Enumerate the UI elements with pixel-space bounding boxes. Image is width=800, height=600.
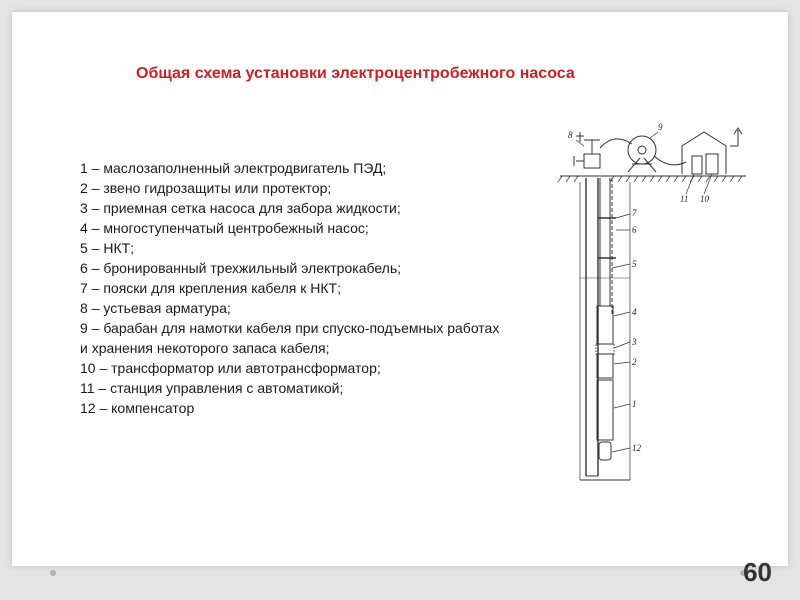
label-3: 3: [632, 337, 637, 347]
slide: [12, 12, 788, 566]
control-station: [692, 156, 702, 174]
legend-item: 11 – станция управления с автоматикой;: [80, 380, 344, 396]
legend-item: 7 – пояски для крепления кабеля к НКТ;: [80, 280, 341, 296]
label-11: 11: [680, 194, 689, 204]
legend-item: 12 – компенсатор: [80, 400, 195, 416]
label-2: 2: [632, 357, 637, 367]
page-number: 60: [743, 557, 772, 587]
pump: [597, 306, 613, 344]
label-1: 1: [632, 399, 637, 409]
legend-item: 3 – приемная сетка насоса для забора жидкости;: [80, 200, 401, 216]
esp-scheme-diagram: [554, 118, 752, 504]
label-4: 4: [632, 307, 637, 317]
label-9: 9: [658, 122, 663, 132]
transformer: [706, 154, 718, 174]
label-8: 8: [568, 130, 573, 140]
motor: [597, 380, 613, 440]
wellhead: [584, 154, 600, 168]
cable-drum: [628, 136, 656, 164]
label-6: 6: [632, 225, 637, 235]
esp-scheme-svg: [554, 118, 752, 504]
legend-item: 4 – многоступенчатый центробежный насос;: [80, 220, 369, 236]
surface-cable: [600, 139, 632, 148]
slide-title: Общая схема установки электроцентробежного насоса: [136, 65, 575, 82]
legend-item: 6 – бронированный трехжильный электрокабель;: [80, 260, 402, 276]
decor-dot-left: [50, 570, 56, 576]
label-7: 7: [632, 208, 637, 218]
legend-item: 5 – НКТ;: [80, 240, 135, 256]
legend-list: [80, 158, 510, 418]
legend-item: 9 – барабан для намотки кабеля при спуско-подъемных работах и хранения некоторого запаса кабеля;: [80, 320, 500, 356]
control-house: [682, 132, 726, 174]
protector: [597, 354, 613, 378]
legend-item: 1 – маслозаполненный электродвигатель ПЭД;: [80, 160, 387, 176]
legend-item: 2 – звено гидрозащиты или протектор;: [80, 180, 332, 196]
legend-item: 10 – трансформатор или автотрансформатор;: [80, 360, 381, 376]
legend-item: 8 – устьевая арматура;: [80, 300, 231, 316]
label-10: 10: [700, 194, 709, 204]
intake-screen: [596, 344, 614, 354]
label-5: 5: [632, 259, 637, 269]
label-12: 12: [632, 443, 641, 453]
compensator: [599, 442, 611, 460]
